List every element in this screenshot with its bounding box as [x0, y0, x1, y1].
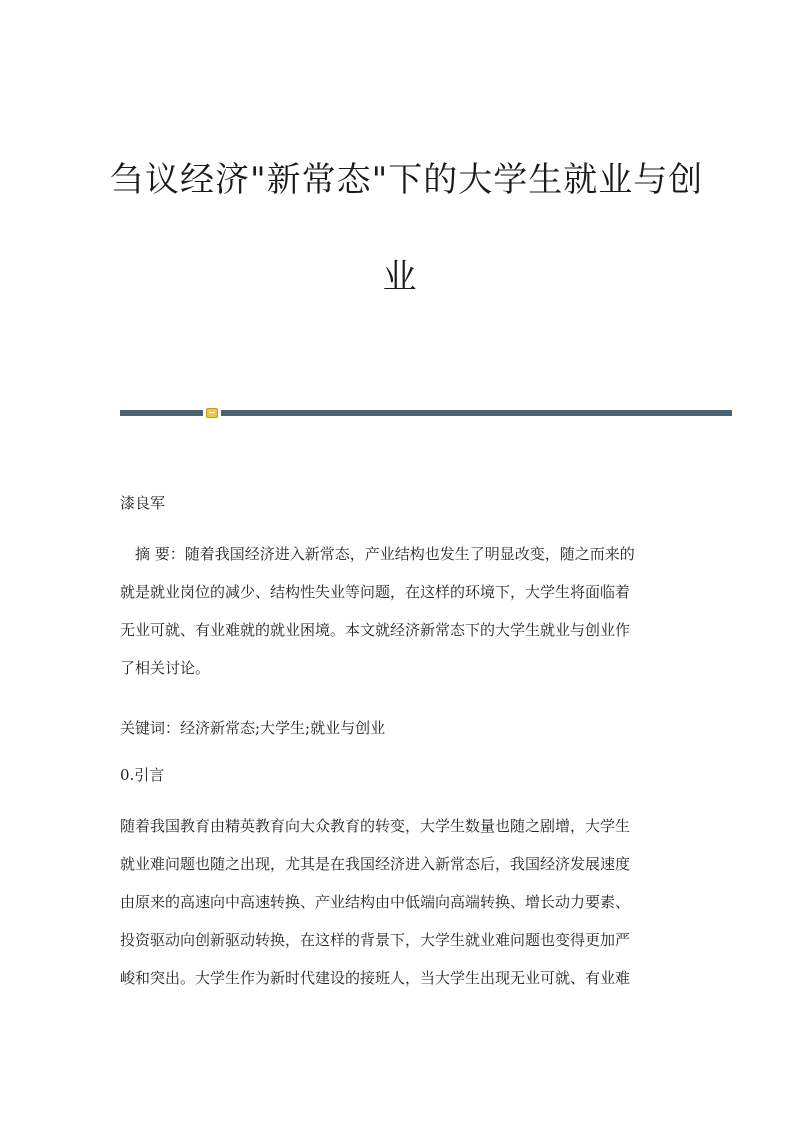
body-line: 就业难问题也随之出现，尤其是在我国经济进入新常态后，我国经济发展速度	[120, 855, 631, 873]
author-name: 漆良军	[120, 494, 166, 512]
body-paragraph	[120, 815, 695, 1005]
abstract-line: 就是就业岗位的减少、结构性失业等问题，在这样的环境下，大学生将面临着	[120, 583, 631, 601]
title-line-1: 刍议经济"新常态"下的大学生就业与创	[110, 160, 704, 200]
abstract-paragraph	[120, 543, 695, 695]
title-divider	[120, 408, 732, 418]
body-line: 投资驱动向创新驱动转换，在这样的背景下，大学生就业难问题也变得更加严	[120, 931, 631, 949]
body-line: 由原来的高速向中高速转换、产业结构由中低端向高端转换、增长动力要素、	[120, 893, 631, 911]
abstract-line: 了相关讨论。	[120, 659, 211, 677]
abstract-line: 摘 要：随着我国经济进入新常态，产业结构也发生了明显改变，随之而来的	[135, 545, 635, 563]
body-line: 峻和突出。大学生作为新时代建设的接班人，当大学生出现无业可就、有业难	[120, 969, 631, 987]
keywords-line: 关键词：经济新常态;大学生;就业与创业	[120, 719, 386, 737]
document-title	[110, 160, 704, 297]
divider-bar-right	[221, 410, 732, 416]
divider-badge-icon	[206, 408, 218, 418]
abstract-line: 无业可就、有业难就的就业困境。本文就经济新常态下的大学生就业与创业作	[120, 621, 631, 639]
section-heading: 0.引言	[120, 766, 165, 784]
title-line-2: 业	[382, 257, 418, 297]
divider-bar-left	[120, 410, 203, 416]
body-line: 随着我国教育由精英教育向大众教育的转变，大学生数量也随之剧增，大学生	[120, 817, 631, 835]
